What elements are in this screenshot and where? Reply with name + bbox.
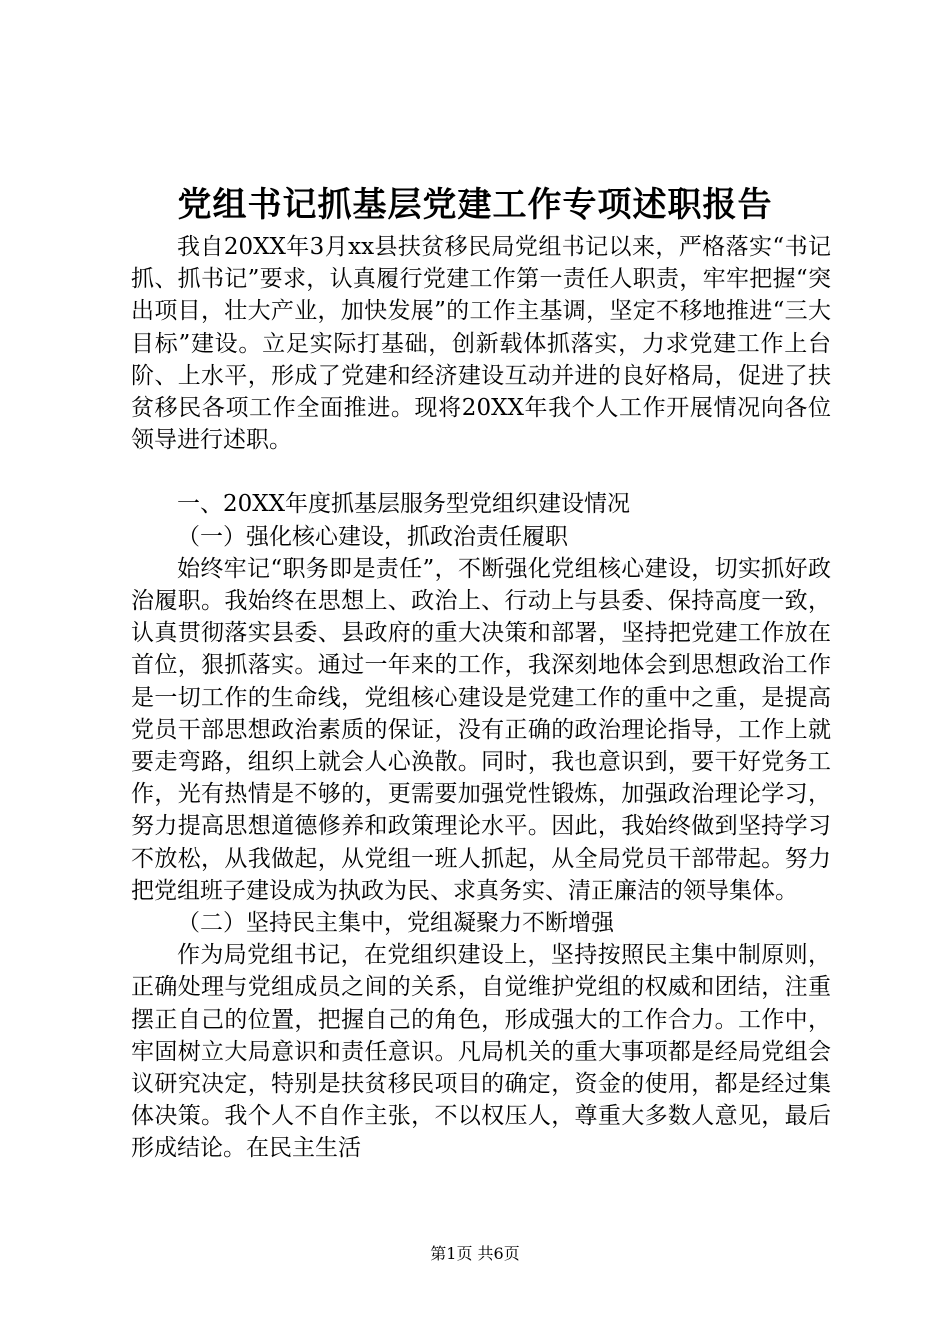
section-heading-1: 一、20XX年度抓基层服务型党组织建设情况 [177,491,631,518]
subsection-heading-2: （二）坚持民主集中，党组凝聚力不断增强 [177,910,614,937]
document-body [131,231,831,1165]
document-title: 党组书记抓基层党建工作专项述职报告 [177,185,773,225]
paragraph-gap [131,456,831,488]
subsection-2-paragraph: 作为局党组书记，在党组织建设上，坚持按照民主集中制原则，正确处理与党组成员之间的关系，自觉维护党组的权威和团结，注重摆正自己的位置，把握自己的角色，形成强大的工作合力。工作中，牢固树立大局意识和责任意识。凡局机关的重大事项都是经局党组会议研究决定，特别是扶贫移民项目的确定，资金的使用，都是经过集体决策。我个人不自作主张，不以权压人，尊重大多数人意见，最后形成结论。在民主生活 [131,942,831,1162]
intro-paragraph: 我自20XX年3月xx县扶贫移民局党组书记以来，严格落实“书记抓、抓书记”要求，认真履行党建工作第一责任人职责，牢牢把握“突出项目，壮大产业，加快发展”的工作主基调，坚定不移地推进“三大目标”建设。立足实际打基础，创新载体抓落实，力求党建工作上台阶、上水平，形成了党建和经济建设互动并进的良好格局，促进了扶贫移民各项工作全面推进。现将20XX年我个人工作开展情况向各位领导进行述职。 [131,234,831,454]
subsection-heading-1: （一）强化核心建设，抓政治责任履职 [177,523,568,550]
page-number-footer: 第1页 共6页 [430,1244,520,1263]
subsection-1-paragraph: 始终牢记“职务即是责任”，不断强化党组核心建设，切实抓好政治履职。我始终在思想上、政治上、行动上与县委、保持高度一致，认真贯彻落实县委、县政府的重大决策和部署，坚持把党建工作放在首位，狠抓落实。通过一年来的工作，我深刻地体会到思想政治工作是一切工作的生命线，党组核心建设是党建工作的重中之重，是提高党员干部思想政治素质的保证，没有正确的政治理论指导，工作上就要走弯路，组织上就会人心涣散。同时，我也意识到，要干好党务工作，光有热情是不够的，更需要加强党性锻炼，加强政治理论学习，努力提高思想道德修养和政策理论水平。因此，我始终做到坚持学习不放松，从我做起，从党组一班人抓起，从全局党员干部带起。努力把党组班子建设成为执政为民、求真务实、清正廉洁的领导集体。 [131,555,831,904]
